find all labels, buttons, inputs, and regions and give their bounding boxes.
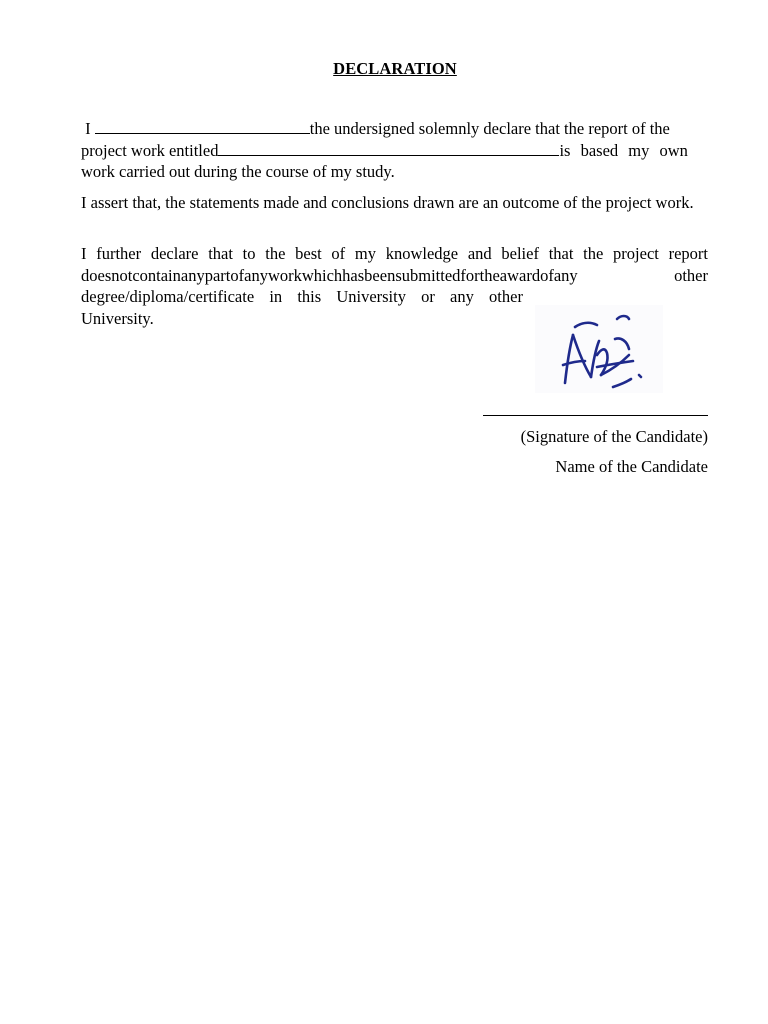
signature-caption: (Signature of the Candidate)	[520, 427, 708, 446]
paragraph-3-word: University	[336, 287, 406, 306]
declaration-text-1: the undersigned solemnly declare that the report of the	[309, 119, 670, 138]
paragraph-3-line-3	[81, 286, 523, 308]
declaration-paragraph-1	[81, 118, 708, 183]
declaration-paragraph-2: I assert that, the statements made and conclusions drawn are an outcome of the project work.	[81, 193, 694, 212]
paragraph-3-line-2-right: other	[674, 265, 708, 285]
paragraph-3-word: in	[269, 287, 283, 306]
paragraph-3-line-1: I further declare that to the best of my knowledge and belief that the project report	[81, 244, 708, 263]
paragraph-1-line-1	[81, 118, 708, 140]
paragraph-3-word: any	[450, 287, 474, 306]
project-title-blank	[218, 140, 559, 156]
declaration-text-2: is based my own	[559, 140, 688, 160]
paragraph-3-word: this	[297, 287, 322, 306]
paragraph-3-word: degree/diploma/certificate	[81, 287, 255, 306]
paragraph-3-line-4: University.	[81, 308, 154, 328]
paragraph-1-line-3: work carried out during the course of my study.	[81, 162, 395, 181]
handwritten-signature	[535, 305, 663, 393]
paragraph-3-line-2	[81, 265, 708, 287]
paragraph-1-line-2	[81, 140, 708, 162]
declarant-prefix: I	[85, 119, 91, 138]
project-work-label: project work entitled	[81, 140, 219, 160]
candidate-name-caption: Name of the Candidate	[555, 457, 708, 476]
signature-line	[483, 415, 708, 416]
paragraph-3-line-2-left: doesnotcontainanypartofanyworkwhichhasbeensubmittedfortheawardofany	[81, 265, 578, 285]
paragraph-3-word: other	[489, 287, 523, 306]
paragraph-3-word: or	[421, 287, 435, 306]
page-title: DECLARATION	[333, 59, 457, 78]
candidate-name-blank	[95, 118, 310, 134]
